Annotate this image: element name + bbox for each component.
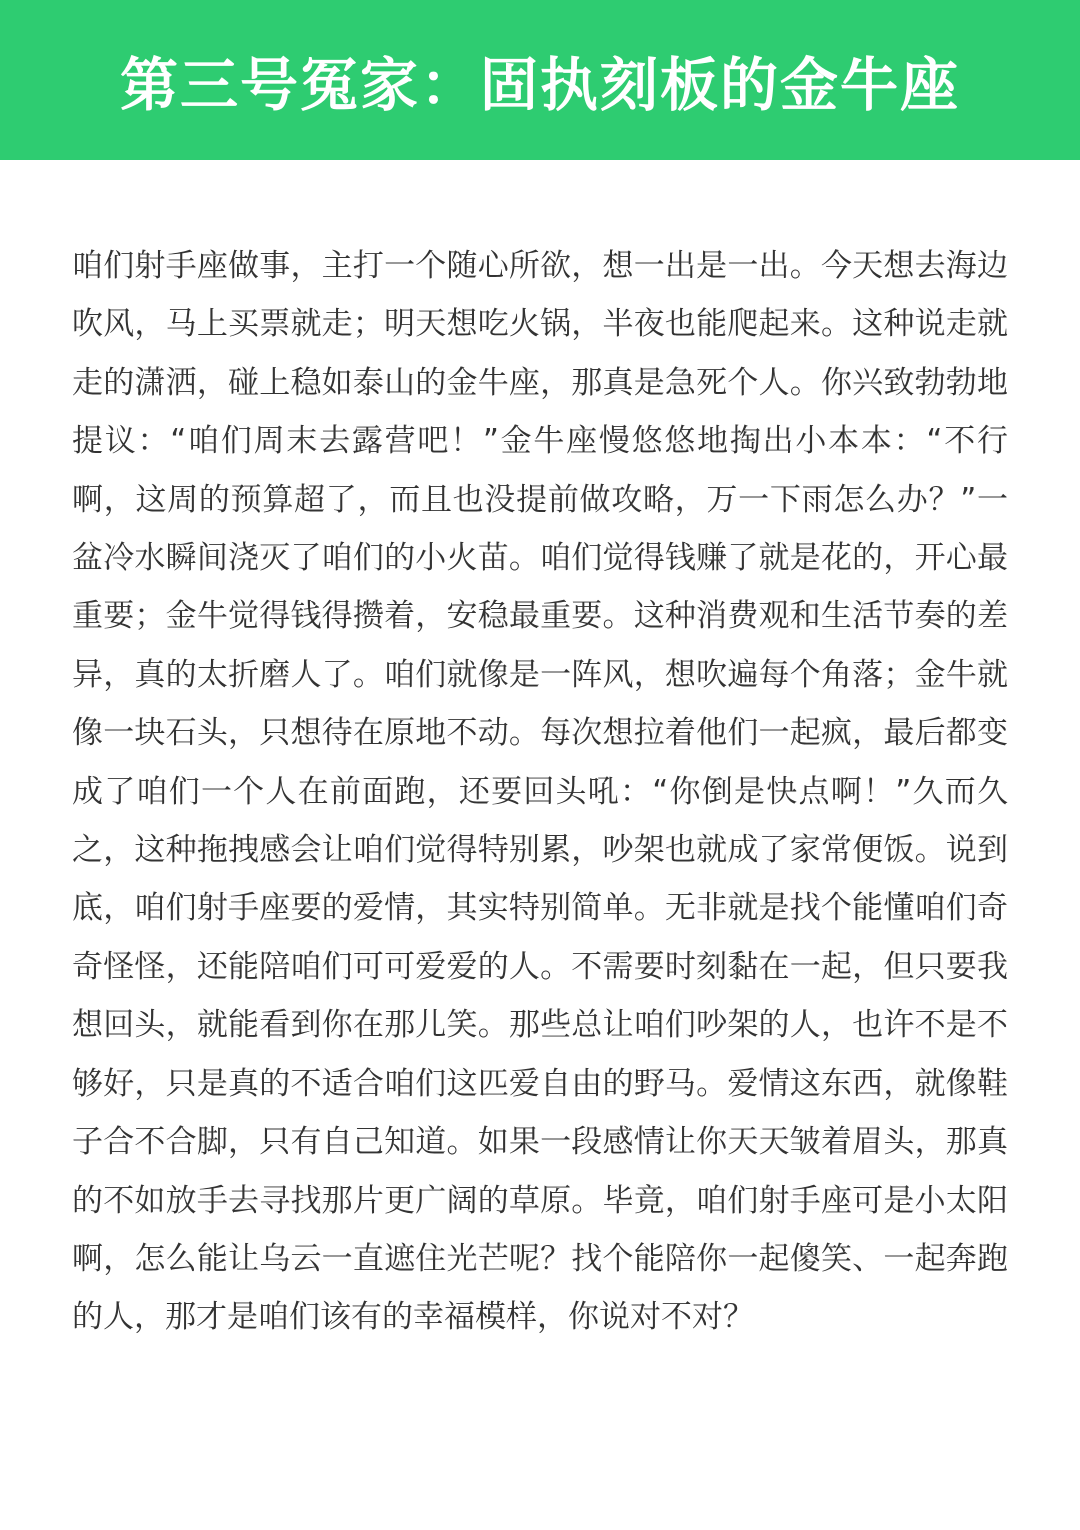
title-banner: [0, 0, 1080, 160]
page-title: 第三号冤家：固执刻板的金牛座: [119, 51, 960, 119]
article-paragraph: 咱们射手座做事，主打一个随心所欲，想一出是一出。今天想去海边吹风，马上买票就走；明天想吃火锅，半夜也能爬起来。这种说走就走的潇洒，碰上稳如泰山的金牛座，那真是急死个人。你兴致勃勃地提议：“咱们周末去露营吧！”金牛座慢悠悠地掏出小本本：“不行啊，这周的预算超了，而且也没提前做攻略，万一下雨怎么办？”一盆冷水瞬间浇灭了咱们的小火苗。咱们觉得钱赚了就是花的，开心最重要；金牛觉得钱得攒着，安稳最重要。这种消费观和生活节奏的差异，真的太折磨人了。咱们就像是一阵风，想吹遍每个角落；金牛就像一块石头，只想待在原地不动。每次想拉着他们一起疯，最后都变成了咱们一个人在前面跑，还要回头吼：“你倒是快点啊！”久而久之，这种拖拽感会让咱们觉得特别累，吵架也就成了家常便饭。说到底，咱们射手座要的爱情，其实特别简单。无非就是找个能懂咱们奇奇怪怪，还能陪咱们可可爱爱的人。不需要时刻黏在一起，但只要我想回头，就能看到你在那儿笑。那些总让咱们吵架的人，也许不是不够好，只是真的不适合咱们这匹爱自由的野马。爱情这东西，就像鞋子合不合脚，只有自己知道。如果一段感情让你天天皱着眉头，那真的不如放手去寻找那片更广阔的草原。毕竟，咱们射手座可是小太阳啊，怎么能让乌云一直遮住光芒呢？找个能陪你一起傻笑、一起奔跑的人，那才是咱们该有的幸福模样，你说对不对？: [72, 248, 1008, 1336]
article-body: [72, 237, 1008, 1347]
